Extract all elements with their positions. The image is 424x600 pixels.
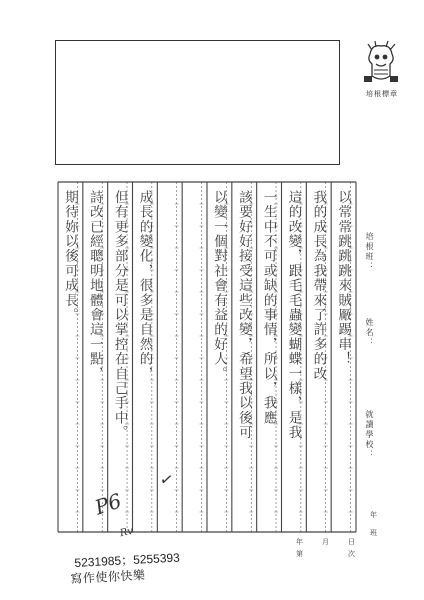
class-label: 班 <box>370 529 377 537</box>
grader-signature: Rv <box>119 525 135 540</box>
essay-column: 以變一個對社會有益的好人。 <box>211 190 227 382</box>
name-label: 姓名： <box>365 318 374 348</box>
school-label: 就讀學校： <box>365 410 374 460</box>
check-mark: ✓ <box>158 468 175 491</box>
grade-label: 年 <box>370 511 377 519</box>
score-mark: P6 <box>91 488 125 520</box>
essay-column: 詩改已經聰明地體會這一點， <box>86 190 103 382</box>
date-year-label: 年 <box>296 538 303 546</box>
essay-column: 這的改變，跟毛毛蟲變蝴蝶一樣，是我 <box>285 190 302 440</box>
times-label: 次 <box>348 550 355 558</box>
essay-column: 期待妳以後可成長。 <box>62 190 78 323</box>
essay-column: 以常常跳跳跳來賊厰踢串！ <box>335 190 352 367</box>
date-month-label: 月 <box>322 538 329 546</box>
date-day-label: 日 <box>348 538 355 546</box>
essay-column: 成長的變化，很多是自然的， <box>136 190 153 382</box>
essay-column: 但有更多部分是可以掌控在自己手中。 <box>111 190 128 440</box>
essay-column: 一生中不可或缺的事情，所以，我應 <box>260 190 277 426</box>
program-label: 培根班： <box>365 232 374 272</box>
essay-column: 該要好好接受這些改變，希望我以後可 <box>235 190 252 440</box>
essay-column: 我的成長為我帶來了許多的改 <box>310 190 327 382</box>
footer-slogan: 寫作使你快樂 <box>70 568 146 586</box>
serial-number: 5231985；5255393 <box>74 550 181 570</box>
order-label: 第 <box>296 550 303 558</box>
logo-caption: 培根標章 <box>366 90 398 98</box>
